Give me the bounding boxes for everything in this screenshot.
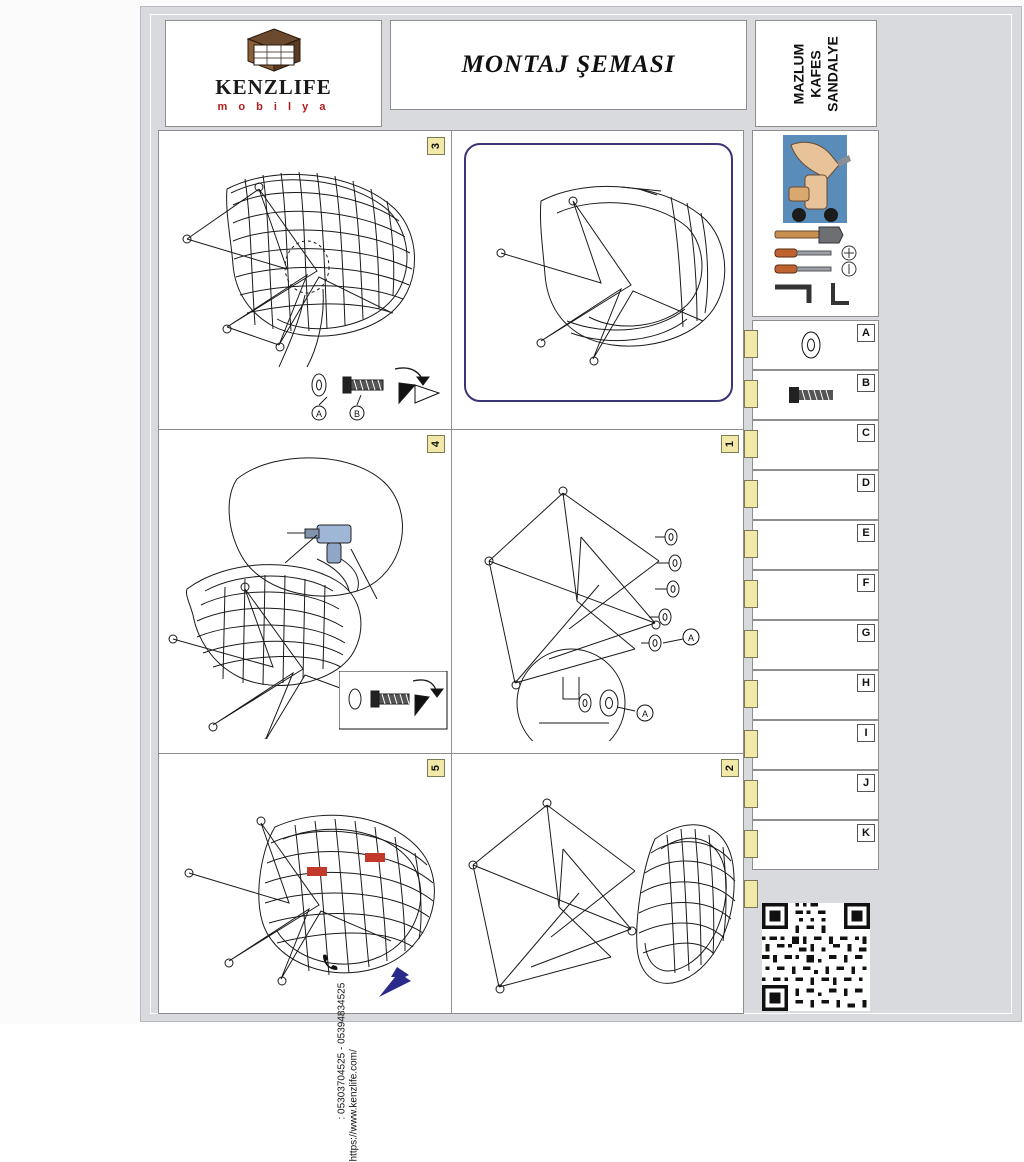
tab-i: [744, 730, 758, 758]
panel-number-3: 3: [427, 137, 445, 155]
tab-f: [744, 580, 758, 608]
part-row-h: [752, 670, 879, 720]
tab-d: [744, 480, 758, 508]
phone-number: : 05303704525 - 05394834525: [336, 982, 348, 1120]
panel-number-1: 1: [721, 435, 739, 453]
part-row-d: [752, 470, 879, 520]
panels-container: [158, 130, 744, 1162]
panel-1b-drawing: [459, 441, 741, 741]
panel-number-5: 5: [427, 759, 445, 777]
contact-block: [319, 941, 360, 1162]
qr-code[interactable]: [762, 903, 870, 1011]
website-url[interactable]: https://www.kenzlife.com/: [348, 1049, 360, 1162]
part-letter-e: E: [857, 524, 875, 542]
screw-icon: [785, 381, 841, 409]
sheet-title-box: [390, 20, 747, 110]
part-row-i: [752, 720, 879, 770]
part-row-f: [752, 570, 879, 620]
part-row-c: [752, 420, 879, 470]
tab-h: [744, 680, 758, 708]
panel-number-2: 2: [721, 759, 739, 777]
tab-j: [744, 780, 758, 808]
tab-l: [744, 880, 758, 908]
svg-text:B: B: [353, 409, 361, 419]
part-letter-d: D: [857, 474, 875, 492]
tab-a: [744, 330, 758, 358]
part-letter-h: H: [857, 674, 875, 692]
tools-box: [752, 130, 879, 317]
tab-b: [744, 380, 758, 408]
divider-vertical: [451, 131, 452, 1013]
part-letter-f: F: [857, 574, 875, 592]
panel-4-hardware-detail: [339, 671, 449, 731]
washer-icon: [793, 331, 829, 359]
brand-name: KENZLIFE: [215, 75, 332, 99]
tools-illustration: [753, 131, 876, 314]
brand-subtitle: m o b i l y a: [217, 101, 330, 113]
part-row-g: [752, 620, 879, 670]
panel-3-hardware-detail: [299, 363, 449, 425]
part-letter-k: K: [857, 824, 875, 842]
divider-horizontal-1: [159, 429, 743, 430]
tab-g: [744, 630, 758, 658]
part-letter-c: C: [857, 424, 875, 442]
part-letter-j: J: [857, 774, 875, 792]
panel-2-drawing: [459, 779, 741, 1019]
tab-c: [744, 430, 758, 458]
part-row-b: [752, 370, 879, 420]
tab-e: [744, 530, 758, 558]
sheet-title: MONTAJ ŞEMASI: [461, 51, 676, 78]
part-row-e: [752, 520, 879, 570]
part-row-a: [752, 320, 879, 370]
logo-box: [165, 20, 382, 127]
panel-number-4: 4: [427, 435, 445, 453]
panel-5-drawing: [179, 781, 451, 1011]
model-name: MAZLUM KAFES SANDALYE: [790, 35, 841, 112]
part-row-k: [752, 820, 879, 870]
part-row-j: [752, 770, 879, 820]
model-name-box: [755, 20, 877, 127]
cube-logo-icon: [244, 27, 304, 73]
part-letter-a: A: [857, 324, 875, 342]
part-letter-g: G: [857, 624, 875, 642]
part-letter-b: B: [857, 374, 875, 392]
part-letter-i: I: [857, 724, 875, 742]
svg-text:A: A: [315, 409, 323, 419]
panel-3-drawing: [167, 149, 447, 379]
svg-text:A: A: [641, 709, 649, 719]
tab-k: [744, 830, 758, 858]
panel-1-drawing: [471, 161, 731, 381]
svg-text:A: A: [687, 633, 695, 643]
divider-horizontal-2: [159, 753, 743, 754]
